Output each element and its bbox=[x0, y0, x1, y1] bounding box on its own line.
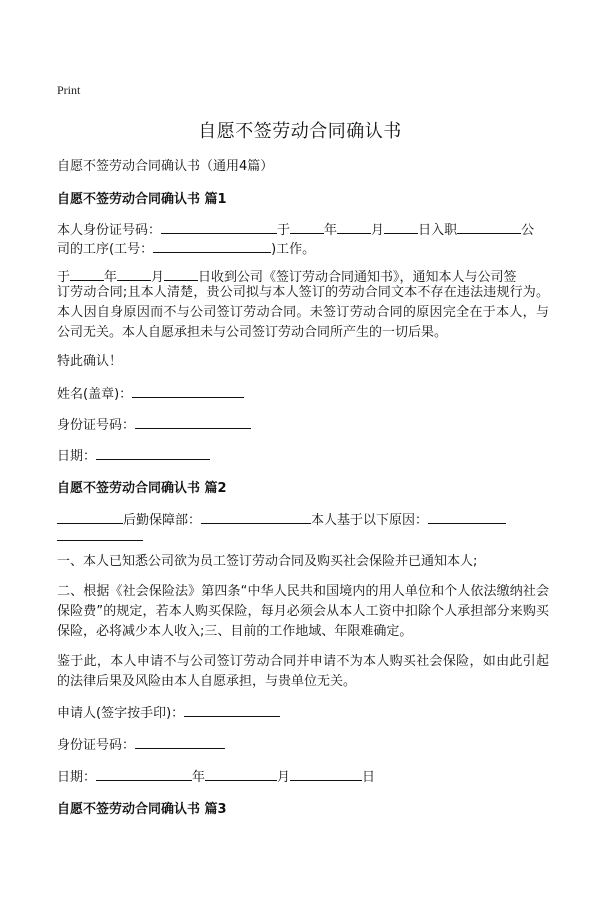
s1-name-field bbox=[57, 383, 547, 402]
blank-line bbox=[384, 219, 418, 234]
s2-item1: 一、本人已知悉公司欲为员工签订劳动合同及购买社会保险并已通知本人; bbox=[57, 554, 478, 569]
id-label: 身份证号码： bbox=[57, 418, 136, 433]
s2-text: 本人基于以下原因： bbox=[311, 513, 429, 528]
s1-line2 bbox=[57, 238, 547, 257]
blank-line bbox=[161, 219, 277, 234]
section-1-heading: 自愿不签劳动合同确认书 篇1 bbox=[57, 192, 227, 207]
name-label: 姓名(盖章)： bbox=[57, 387, 133, 402]
s2-item3: 鉴于此，本人申请不与公司签订劳动合同并申请不为本人购买社会保险，如由此引起的法律后果及风险由本人自愿承担，与贵单位无关。 bbox=[57, 654, 549, 689]
s1-id-field bbox=[57, 414, 547, 433]
id-blank bbox=[135, 734, 225, 749]
day-blank bbox=[290, 766, 362, 781]
page-title: 自愿不签劳动合同确认书 bbox=[198, 121, 402, 142]
applicant-blank bbox=[184, 702, 280, 717]
s1-text: 月 bbox=[151, 270, 165, 285]
s2-id-field bbox=[57, 734, 547, 753]
s1-text: 公 bbox=[521, 223, 535, 238]
blank-line bbox=[337, 219, 371, 234]
s1-text: 司的工序(工号： bbox=[57, 242, 154, 257]
s2-line1-cont bbox=[57, 526, 547, 545]
s1-text: 于 bbox=[277, 223, 291, 238]
year-blank bbox=[96, 766, 192, 781]
year-label: 年 bbox=[192, 770, 206, 785]
blank-line bbox=[57, 526, 143, 541]
id-label: 身份证号码： bbox=[57, 738, 136, 753]
blank-line bbox=[428, 509, 506, 524]
blank-line bbox=[164, 266, 198, 281]
s1-line1 bbox=[57, 219, 547, 238]
day-label: 日 bbox=[362, 770, 376, 785]
month-label: 月 bbox=[277, 770, 291, 785]
blank-line bbox=[57, 509, 123, 524]
blank-line bbox=[457, 219, 521, 234]
blank-line bbox=[153, 238, 271, 253]
blank-line bbox=[201, 509, 311, 524]
s1-date-field bbox=[57, 445, 547, 464]
s2-item2: 二、根据《社会保险法》第四条“中华人民共和国境内的用人单位和个人依法缴纳社会保险费”的规定，若本人购买保险，每月必须会从本人工资中扣除个人承担部分来购买保险，必将减少本人收入;三、目前的工作地域、年限难确定。 bbox=[57, 584, 549, 639]
s1-text: 年 bbox=[324, 223, 338, 238]
s1-text: 日收到公司《签订劳动合同通知书》，通知本人与公司签 bbox=[198, 270, 517, 285]
s1-text: 年 bbox=[104, 270, 118, 285]
month-blank bbox=[205, 766, 277, 781]
section-3-heading: 自愿不签劳动合同确认书 篇3 bbox=[57, 802, 227, 817]
id-blank bbox=[135, 414, 251, 429]
print-link[interactable]: Print bbox=[57, 83, 81, 97]
s2-text: 后勤保障部： bbox=[123, 513, 202, 528]
s1-text: )工作。 bbox=[271, 242, 316, 257]
s2-applicant-field bbox=[57, 702, 547, 721]
blank-line bbox=[290, 219, 324, 234]
s1-text: 月 bbox=[371, 223, 385, 238]
name-blank bbox=[132, 383, 244, 398]
s1-text: 日入职 bbox=[418, 223, 458, 238]
s1-confirm: 特此确认！ bbox=[57, 354, 123, 369]
s1-text: 于 bbox=[57, 270, 71, 285]
blank-line bbox=[117, 266, 151, 281]
date-blank bbox=[96, 445, 210, 460]
blank-line bbox=[70, 266, 104, 281]
date-label: 日期： bbox=[57, 449, 97, 464]
section-2-heading: 自愿不签劳动合同确认书 篇2 bbox=[57, 481, 227, 496]
date-label: 日期： bbox=[57, 770, 97, 785]
applicant-label: 申请人(签字按手印)： bbox=[57, 706, 185, 721]
s1-para2-body: 订劳动合同;且本人清楚，贵公司拟与本人签订的劳动合同文本不存在违法违规行为。本人因自身原因而不与公司签订劳动合同。未签订劳动合同的原因完全在于本人，与公司无关。本人自愿承担未与公司签订劳动合同所产生的一切后果。 bbox=[57, 285, 549, 340]
s2-date-field bbox=[57, 766, 547, 785]
s1-id-label: 本人身份证号码： bbox=[57, 223, 162, 238]
subtitle: 自愿不签劳动合同确认书（通用4篇） bbox=[57, 159, 274, 174]
